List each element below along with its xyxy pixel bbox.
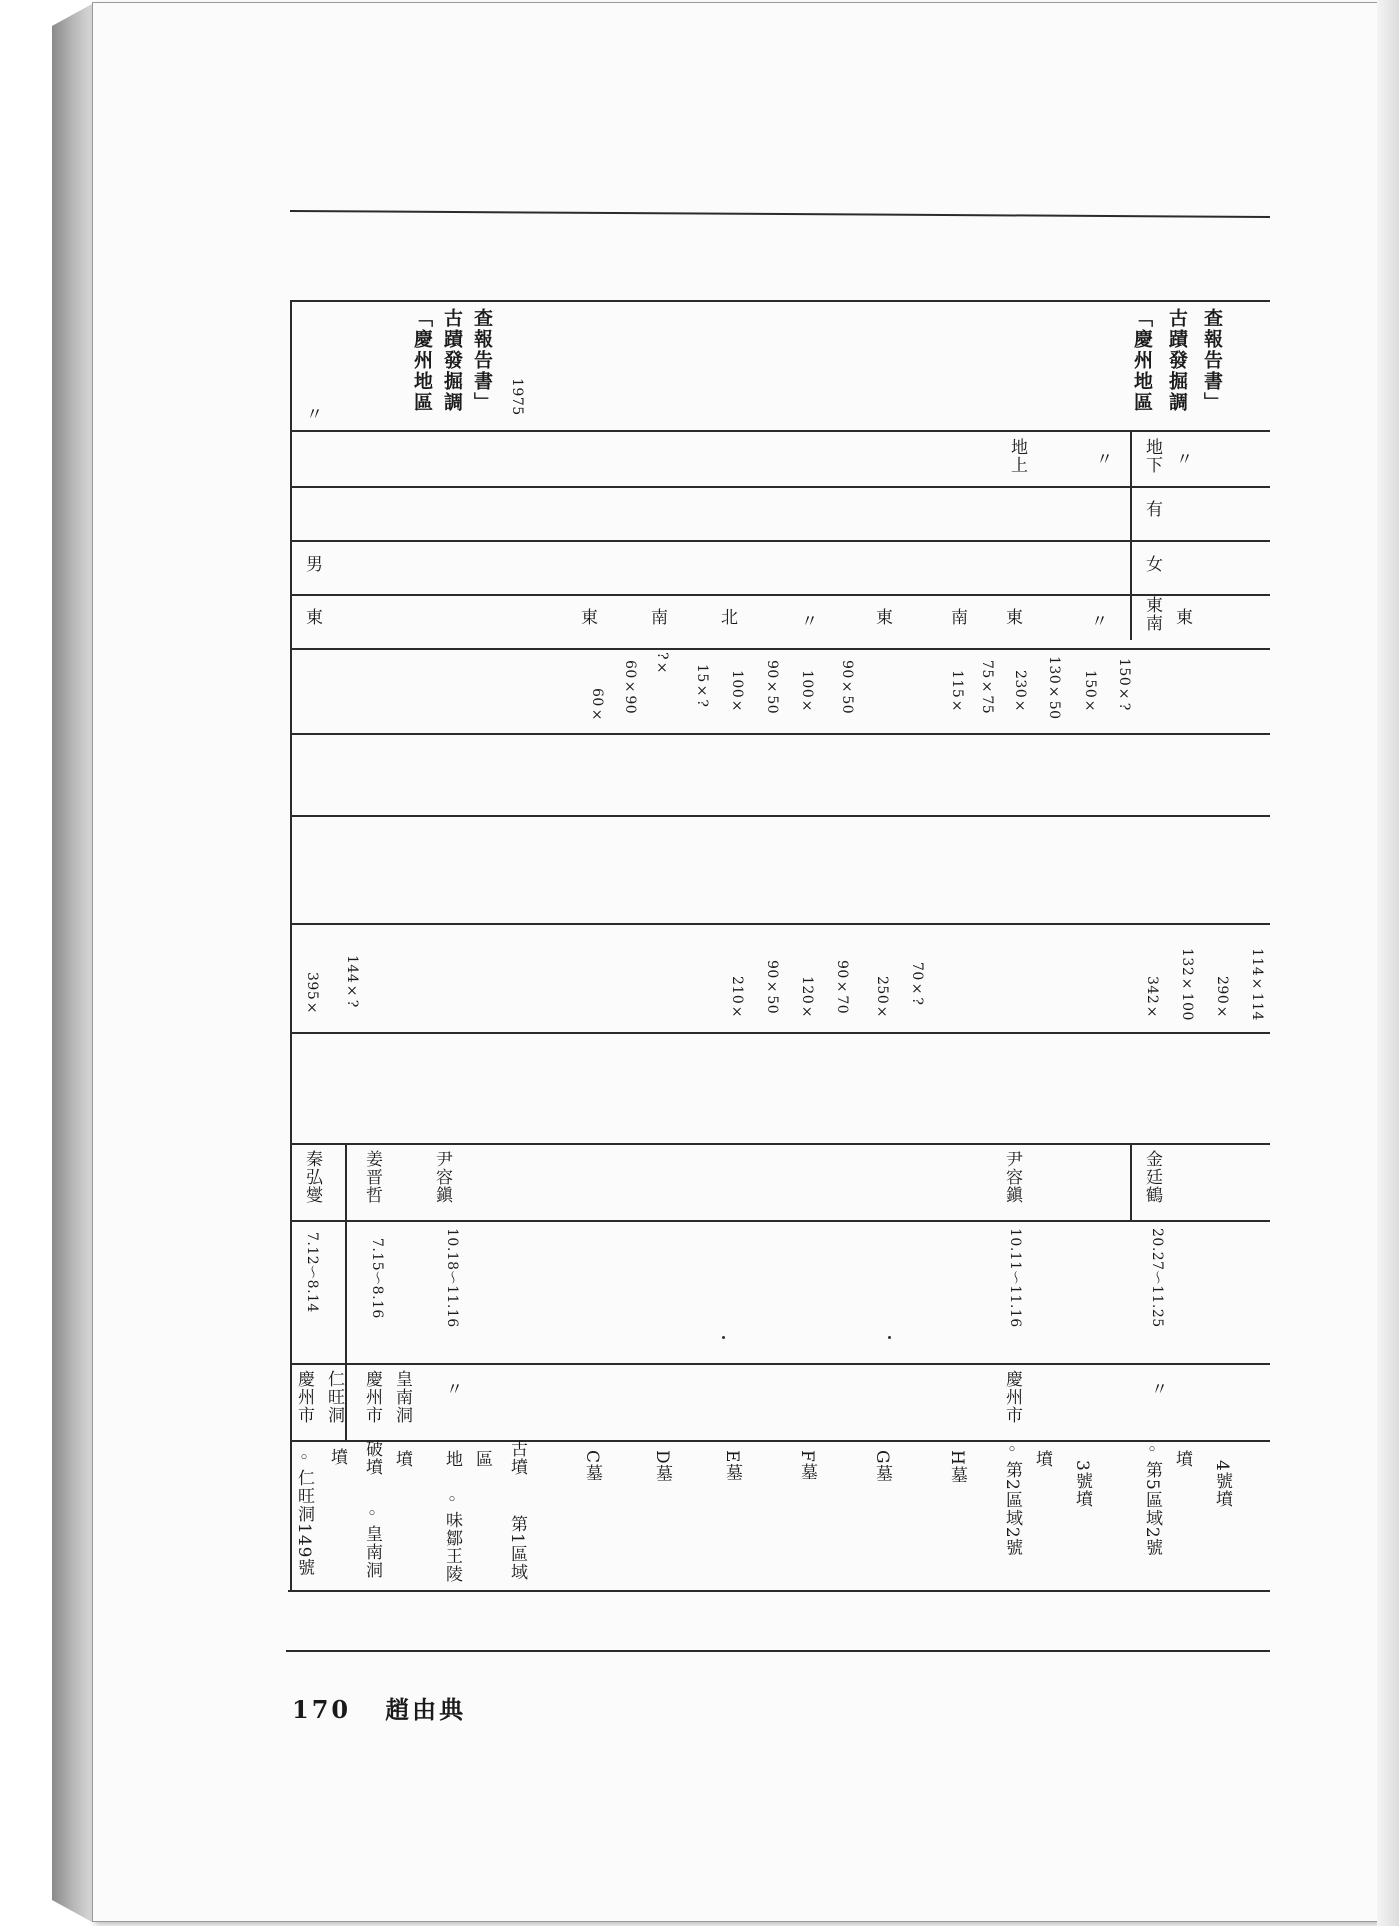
cell-size: 342× [1144, 976, 1160, 1021]
page-edge [1377, 0, 1399, 1926]
cell-source: 「慶州地區 [1131, 308, 1153, 413]
cell-tomb: 4號墳 [1212, 1460, 1232, 1508]
table-rule-bottom [286, 1650, 1270, 1652]
cell-direction: 東 [872, 608, 892, 626]
cell-dim: 230× [1012, 670, 1028, 715]
cell-sex: 男 [302, 555, 322, 573]
cell-tomb: 地 [442, 1450, 462, 1468]
cell-dim: 130×50 [1046, 656, 1062, 720]
cell-excavator: 金廷鶴 [1142, 1150, 1162, 1204]
cell-tomb: 墳 [1172, 1450, 1192, 1468]
cell-source: 古蹟發掘調 [1166, 308, 1188, 413]
cell-location: 仁旺洞 [324, 1370, 344, 1424]
row-rule [290, 1220, 1270, 1222]
cell-divider [345, 1143, 347, 1220]
cell-location: 慶州市 [1002, 1370, 1022, 1424]
row-rule [290, 1363, 1270, 1365]
cell-tomb: 區 [472, 1450, 492, 1468]
cell-location: 皇南洞 [392, 1370, 412, 1424]
cell-source: 查報告書」 [1201, 308, 1223, 413]
cell-dim: 100× [729, 670, 745, 715]
cell-dim: 15×? [694, 664, 710, 708]
cell-tomb: 古墳 [507, 1440, 527, 1476]
cell-dim: 60× [589, 688, 605, 724]
cell-direction: 東 [1172, 608, 1192, 626]
cell-tomb: H墓 [947, 1450, 967, 1484]
row-rule [290, 540, 1270, 542]
cell-source: 〃 [302, 405, 322, 423]
cell-divider [345, 1220, 347, 1363]
cell-size: 132×100 [1179, 948, 1195, 1021]
cell-position: 地下 [1142, 438, 1162, 474]
cell-source: 「慶州地區 [411, 308, 433, 413]
cell-presence: 有 [1142, 500, 1162, 518]
cell-tomb: 墳 [327, 1448, 347, 1466]
cell-date: 7.15～8.16 [369, 1238, 385, 1319]
row-rule [290, 486, 1270, 488]
cell-source: 1975 [509, 378, 525, 416]
cell-dim: 90×50 [764, 660, 780, 715]
cell-dim: ?× [654, 652, 670, 677]
cell-excavator: 尹容鎭 [432, 1150, 452, 1204]
cell-site: ◦第5區域2號 [1142, 1440, 1162, 1557]
cell-position: 〃 [1092, 450, 1112, 468]
cell-excavator: 秦弘燮 [302, 1150, 322, 1204]
stray-mark [888, 1336, 891, 1339]
cell-tomb: 破墳 [362, 1440, 382, 1476]
row-rule [290, 1143, 1270, 1145]
cell-size: 290× [1214, 976, 1230, 1021]
cell-dim: 115× [949, 670, 965, 715]
cell-site: ◦味鄒王陵 [442, 1490, 462, 1583]
author-name: 趙由典 [385, 1695, 467, 1724]
cell-tomb: G墓 [872, 1450, 892, 1483]
cell-direction: 東 [577, 608, 597, 626]
cell-size: 114×114 [1249, 948, 1265, 1021]
cell-size: 250× [874, 976, 890, 1021]
page-folio [292, 1690, 466, 1725]
cell-direction: 東南 [1142, 596, 1162, 632]
cell-divider [1130, 430, 1132, 640]
cell-site: ◦仁旺洞149號 [294, 1448, 314, 1577]
cell-source: 古蹟發掘調 [441, 308, 463, 413]
cell-tomb: D墓 [652, 1450, 672, 1483]
cell-divider [1130, 1143, 1132, 1220]
book-spine [52, 4, 92, 1922]
cell-location: 〃 [1147, 1380, 1167, 1398]
cell-dim: 60×90 [622, 660, 638, 715]
row-rule [290, 815, 1270, 817]
cell-direction: 〃 [1087, 612, 1107, 630]
cell-size: 120× [799, 976, 815, 1021]
cell-date: 10.11～11.16 [1007, 1228, 1023, 1328]
cell-date: 10.18～11.16 [444, 1228, 460, 1328]
cell-excavator: 姜晋哲 [362, 1150, 382, 1204]
stray-mark [722, 1336, 725, 1339]
cell-size: 210× [729, 976, 745, 1021]
cell-site: 第1區域 [507, 1515, 527, 1581]
row-rule [290, 300, 1270, 302]
row-rule [290, 430, 1270, 432]
cell-site: ◦皇南洞 [362, 1504, 382, 1579]
cell-date: 7.12～8.14 [304, 1232, 320, 1313]
row-rule [290, 1032, 1270, 1034]
cell-location: 慶州市 [362, 1370, 382, 1424]
cell-dim: 90×50 [839, 660, 855, 715]
cell-tomb: 3號墳 [1072, 1460, 1092, 1508]
cell-tomb: C墓 [582, 1450, 602, 1483]
cell-sex: 女 [1142, 555, 1162, 573]
cell-direction: 東 [302, 608, 322, 626]
cell-direction: 北 [717, 608, 737, 626]
cell-size: 395× [304, 972, 320, 1017]
cell-tomb: 墳 [1032, 1450, 1052, 1468]
cell-position: 〃 [1172, 450, 1192, 468]
cell-size: 90×50 [764, 960, 780, 1015]
row-rule [290, 923, 1270, 925]
cell-location: 〃 [442, 1380, 462, 1398]
row-rule [290, 733, 1270, 735]
cell-location: 慶州市 [294, 1370, 314, 1424]
row-rule [290, 594, 1270, 596]
cell-direction: 南 [647, 608, 667, 626]
cell-size: 90×70 [834, 960, 850, 1015]
cell-direction: 東 [1002, 608, 1022, 626]
page-number: 170 [292, 1695, 352, 1724]
table-rule-header [288, 1590, 1270, 1592]
cell-dim: 75×75 [979, 660, 995, 715]
cell-size: 70×? [909, 962, 925, 1006]
row-rule [290, 648, 1270, 650]
cell-size: 144×? [344, 955, 360, 1008]
cell-date: 20.27～11.25 [1149, 1228, 1165, 1328]
cell-tomb: F墓 [797, 1450, 817, 1481]
cell-dim: 100× [799, 670, 815, 715]
cell-excavator: 尹容鎭 [1002, 1150, 1022, 1204]
cell-position: 地上 [1007, 438, 1027, 474]
row-rule [290, 1440, 1270, 1442]
cell-site: ◦第2區域2號 [1002, 1440, 1022, 1557]
cell-source: 查報告書」 [471, 308, 493, 413]
cell-tomb: E墓 [722, 1450, 742, 1482]
cell-dim: 150×? [1116, 658, 1132, 711]
cell-dim: 150× [1082, 670, 1098, 715]
cell-direction: 〃 [797, 612, 817, 630]
cell-direction: 南 [947, 608, 967, 626]
cell-tomb: 墳 [392, 1450, 412, 1468]
